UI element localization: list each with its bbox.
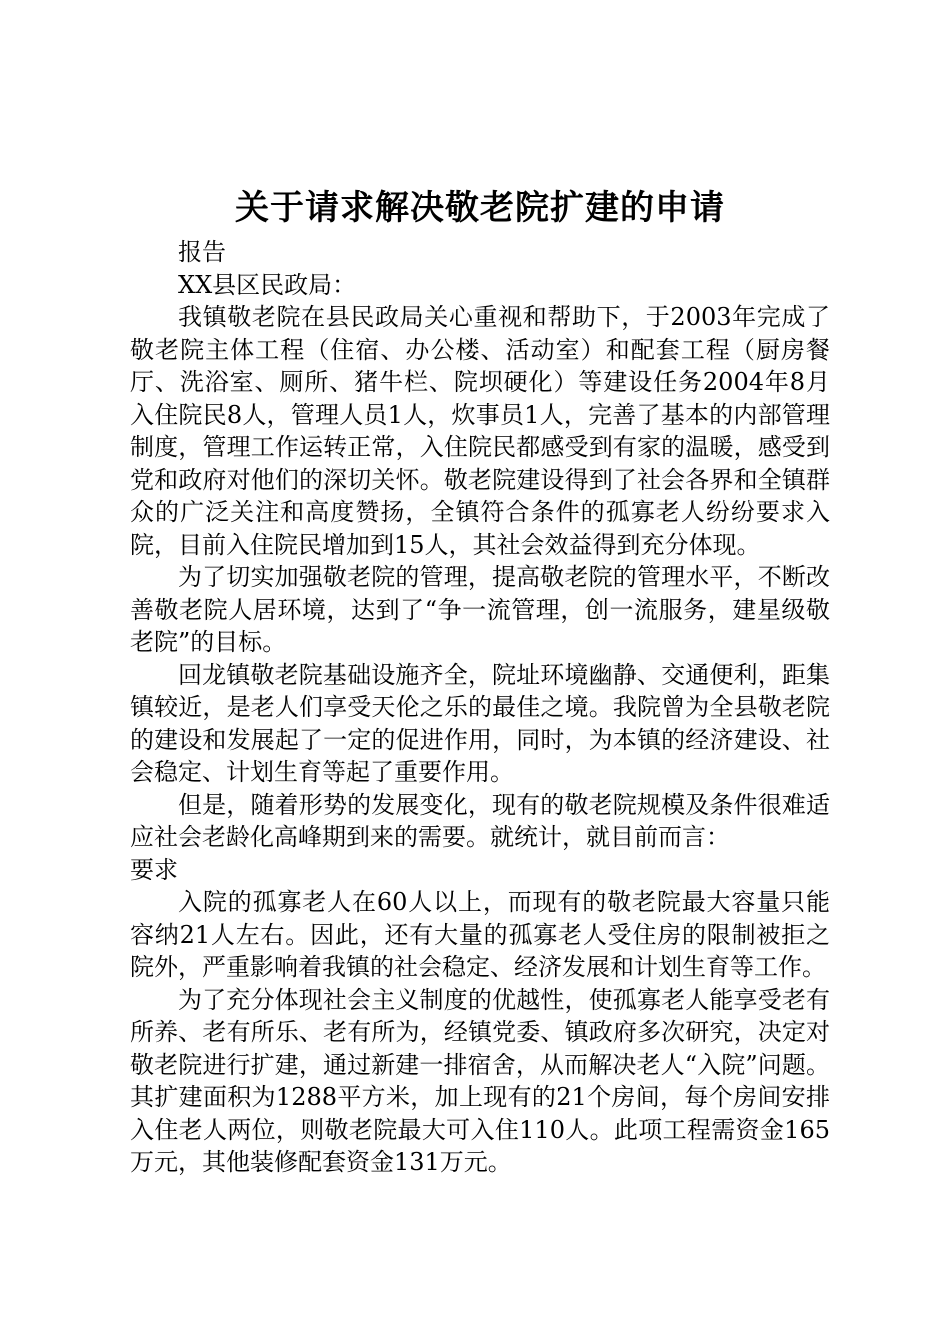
paragraph-report: 报告 (178, 238, 226, 266)
paragraph-facilities: 回龙镇敬老院基础设施齐全，院址环境幽静、交通便利，距集镇较近，是老人们享受天伦之乐的最佳之境。我院曾为全县敬老院的建设和发展起了一定的促进作用，同时，为本镇的经济建设、社会稳定、计划生育等起了重要作用。 (130, 660, 830, 786)
document-title: 关于请求解决敬老院扩建的申请 (235, 188, 725, 228)
paragraph-plan: 为了充分体现社会主义制度的优越性，使孤寡老人能享受老有所养、老有所乐、老有所为，经镇党委、镇政府多次研究，决定对敬老院进行扩建，通过新建一排宿舍，从而解决老人“入院”问题。其扩建面积为1288平方米，加上现有的21个房间，每个房间安排入住老人两位，则敬老院最大可入住110人。此项工程需资金165万元，其他装修配套资金131万元。 (130, 985, 830, 1176)
paragraph-problem: 但是，随着形势的发展变化，现有的敬老院规模及条件很难适应社会老龄化高峰期到来的需要。就统计，就目前而言： (130, 790, 830, 851)
paragraph-addressee: XX县区民政局： (178, 270, 357, 299)
paragraph-background: 我镇敬老院在县民政局关心重视和帮助下，于2003年完成了敬老院主体工程（住宿、办公楼、活动室）和配套工程（厨房餐厅、洗浴室、厕所、猪牛栏、院坝硬化）等建设任务2004年8月入住院民8人，管理人员1人，炊事员1人，完善了基本的内部管理制度，管理工作运转正常，入住院民都感受到有家的温暖，感受到党和政府对他们的深切关怀。敬老院建设得到了社会各界和全镇群众的广泛关注和高度赞扬，全镇符合条件的孤寡老人纷纷要求入院，目前入住院民增加到15人，其社会效益得到充分体现。 (130, 303, 830, 559)
paragraph-requirement: 要求 (130, 855, 178, 884)
paragraph-management: 为了切实加强敬老院的管理，提高敬老院的管理水平，不断改善敬老院人居环境，达到了“争一流管理，创一流服务，建星级敬老院”的目标。 (130, 563, 830, 656)
paragraph-capacity: 入院的孤寡老人在60人以上，而现有的敬老院最大容量只能容纳21人左右。因此，还有大量的孤寡老人受住房的限制被拒之院外，严重影响着我镇的社会稳定、经济发展和计划生育等工作。 (130, 888, 830, 981)
document-page (130, 180, 830, 1179)
